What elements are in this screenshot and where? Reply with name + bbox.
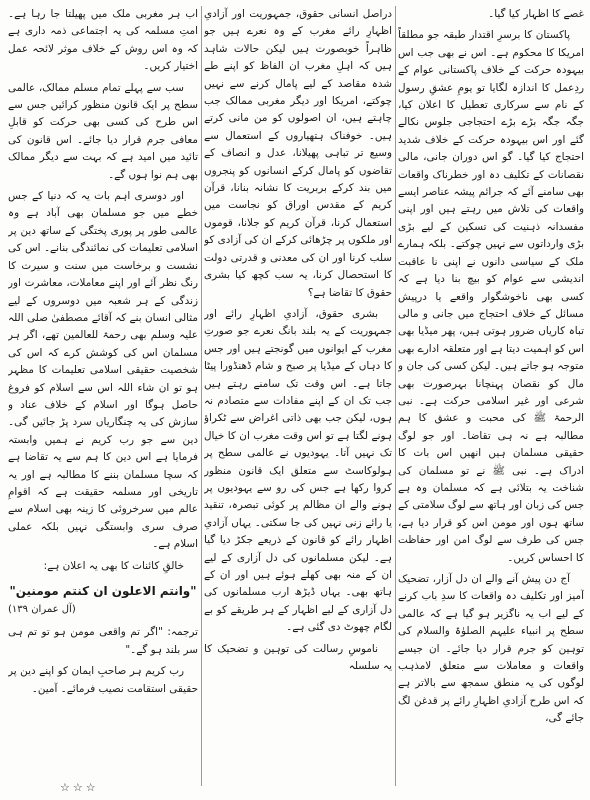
article-column-middle bbox=[204, 6, 392, 786]
paragraph: غصے کا اظہار کیا گیا۔ bbox=[488, 8, 584, 20]
paragraph: آج دن پیش آنے والے ان دل آزار، تضحیک آمیز اور تکلیف دہ واقعات کا سدِ باب کرنے کے لیے اب یہ ناگزیر ہو گیا ہے کہ عالمی سطح پر انبیاء علیہم الصلوٰۃ والسلام کی توہین کو جرم قرار دیا جائے۔ ان جیسے واقعات و معاملات سے متعلق لامذہب لوگوں کی یہ منطق سمجھ سے بالاتر ہے کہ اس طرح آزادیِ اظہارِ رائے پر قدغن لگ جائے گی، bbox=[398, 573, 584, 725]
end-marker-stars: ☆☆☆ bbox=[60, 781, 99, 794]
closing-prayer: رب کریم ہر صاحبِ ایمان کو اپنے دین پر حقیقی استقامت نصیب فرمائے۔ آمین۔ bbox=[8, 665, 198, 695]
paragraph: خالقِ کائنات کا بھی یہ اعلان ہے: bbox=[43, 559, 184, 572]
verse-reference: (آل عمران ۱۳۹) bbox=[8, 604, 76, 615]
article-column-left bbox=[8, 6, 198, 786]
verse-translation: ترجمہ: "اگر تم واقعی مومن ہو تو تم ہی سر بلند ہو گے۔" bbox=[8, 626, 198, 656]
paragraph: اب ہر مغربی ملک میں پھیلتا جا رہا ہے۔ امتِ مسلمہ کی یہ اجتماعی ذمہ داری ہے کہ وہ اس روش کے خلاف موثر لائحہ عمل اختیار کریں۔ bbox=[8, 8, 198, 73]
paragraph: بشری حقوق، آزادیِ اظہارِ رائے اور جمہوریت کے یہ بلند بانگ نعرے جو صورتِ مغرب کے ایوانوں میں گونجتے ہیں اور جس کا دہاں کے میڈیا پر صبح و شام ڈھنڈورا پیٹا جاتا ہے۔ اس وقت تک سامنے رہتے ہیں جب تک ان کے اپنے مفادات سے متصادم نہ ہوں، لیکن جب بھی ذاتی اغراض سے ٹکراؤ ہونے لگتا ہے تو اس وقت مغرب ان کا خیال تک نہیں آتا۔ یہودیوں نے عالمی سطح پر ہولوکاسٹ سے متعلق ایک قانون منظور کروا رکھا ہے جس کی رو سے یہودیوں پر ہونے والے ان مظالم پر کوئی تبصرہ، تنقید یا رائے زنی نہیں کی جا سکتی۔ یہاں آزادیِ اظہار رائے کو قانون کے ذریعے جکڑ دیا گیا ہے۔ لیکن مسلمانوں کی دل آزاری کے لیے ان کے منہ بھی کھلے ہوئے ہیں اور ان کے ہاتھ بھی۔ یہاں ڈیڑھ ارب مسلمانوں کی دل آزاری کے لیے اظہار کے ہر طریقے کو بے لگام چھوٹ دی گئی ہے۔ bbox=[204, 307, 392, 634]
paragraph: اور دوسری اہم بات یہ کہ دنیا کے جس خطے میں جو مسلمان بھی آباد ہے وہ عالمی طور پر پوری پختگی کے ساتھ دین پر اسلامی تعلیمات کی نمائندگی بنانے۔ اس کی نشست و برخاست میں سنت و سیرت کا رنگ نظر آئے اور اپنے معاملات، معاشرت اور زندگی کے ہر شعبہ میں دوسروں کے لیے مثالی انسان بنے کہ آقائے مصطفیٰ صلی اللہ علیہ وسلم بھی رحمۃ للعالمین تھے، اگر ہر مسلمان اس کی کوشش کرے کہ اس کی شخصیت حقیقی اسلامی تعلیمات کا مظہر ہو تو ان شاء اللہ اس سے اسلام کو فروغ حاصل ہوگا اور اسلام کے خلاف عناد و سازش کی یہ چنگاریاں سرد پڑ جائیں گی۔ دین سے جو رب کریم نے ہمیں وابستہ فرمایا ہے اس دین کا ہم سے یہ تقاضا ہے کہ سچا مسلمان بننے کا مطالبہ ہے اور یہ تاریخی اور مسلمہ حقیقت ہے کہ اقوامِ عالم میں سرخروئی کا زینہ بھی اسلام سے صرف سری وابستگی نہیں بلکہ عملی اسلام ہے۔ bbox=[8, 190, 198, 551]
column-divider bbox=[395, 6, 396, 786]
quran-verse: "وانتم الاعلون ان کنتم مومنین" bbox=[9, 584, 197, 598]
paragraph: پاکستان کا برسرِ اقتدار طبقہ جو مطلقاً امریکا کا محکوم ہے۔ اس نے بھی جب اس بیہودہ حرکت کے خلاف پاکستانی عوام کے ردِعمل کا اندازہ لگایا تو یومِ عشقِ رسول کے نام سے سرکاری تعطیل کا اعلان کیا، جگہ جگہ بڑے بڑے احتجاجی جلوس نکالے گئے اور اس بیہودہ حرکت کے خلاف شدید احتجاج کیا گیا۔ گو اس دوران جانی، مالی نقصانات کے تکلیف دہ اور خطرناک واقعات بھی سامنے آئے کہ جرائم پیشہ عناصر ایسے واقعات کی تلاش میں رہتے ہیں اور اپنی مفسدانہ ذہنیت کی تسکین کے لیے بڑی بڑی وارداتوں سے نہیں چوکتے۔ بلکہ ہمارے ملک کے سیاسی دانوں نے اپنی نا عاقبت اندیشی سے عوام کو بیچ بنا دیا ہے کہ کسی بھی ناخوشگوار واقعے یا درپیش مسائل کے خلاف احتجاج میں جانی و مالی تباہ کاریاں ضرور ہوتی ہیں، پھر میڈیا بھی اس کو اہمیت دیتا ہے اور متعلقہ ادارے بھی متوجہ ہو جاتے ہیں۔ لیکن کسی کی جان و مال کو نقصان پہنچانا بہرصورت بھی شرعی اور غیر اسلامی حرکت ہے۔ نبی الرحمۃ ﷺ کی محبت و عشق کا ہم مطالبہ ہے نہ ہی تقاضا۔ اور جو لوگ حقیقی مسلمان ہیں انھیں اس بات کا ادراک ہے۔ نبی ﷺ نے تو مسلمان کی شناخت یہ بتلائی ہے کہ مسلمان وہ ہے جس کی زبان اور ہاتھ سے لوگ سلامتی کے ساتھ ہوں اور مومن اس کو قرار دیا ہے، جس کی طرف سے لوگ امن اور حفاظت کا احساس کریں۔ bbox=[398, 29, 584, 564]
paragraph: دراصل انسانی حقوق، جمہوریت اور آزادیِ اظہارِ رائے مغرب کے وہ نعرے ہیں جو ظاہراً خوبصورت ہیں لیکن حالات شاہد ہیں کہ اہلِ مغرب ان الفاظ کو اپنے طے شدہ مقاصد کے لیے پامال کرنے سے نہیں چوکتے، امریکا اور دیگر مغربی ممالک جب چاہتے ہیں، ان اصولوں کو من مانی کرتے ہیں۔ خوفناک ہتھیاروں کے استعمال سے وسیع تر تباہی پھیلانا، عدل و انصاف کے تقاضوں کو پامال کرکے انسانوں کو پنجروں میں بند کرکے بربریت کا نشانہ بنانا، قرآن کریم کے مقدس اوراق کو نجاست میں استعمال کرنا، قرآن کریم کو جلانا، قوموں اور ملکوں پر چڑھائی کرکے ان کی آزادی کو سلب کرنا اور ان کی معدنی و قدرتی دولت کا استحصال کرنا، یہ سب کچھ کیا بشری حقوق کا تقاضا ہے؟ bbox=[204, 8, 392, 299]
paragraph: سب سے پہلے تمام مسلم ممالک، عالمی سطح پر ایک قانون منظور کرائیں جس سے اس طرح کی کسی بھی حرکت کو قابلِ معافی جرم قرار دیا جائے۔ اس قانون کی تائید میں امید ہے کہ بہت سے دیگر ممالک بھی ہم نوا ہوں گے۔ bbox=[8, 81, 198, 181]
column-divider bbox=[201, 6, 202, 786]
paragraph: ناموسِ رسالت کی توہین و تضحیک کا یہ سلسلہ bbox=[204, 642, 392, 673]
article-column-right bbox=[398, 6, 584, 786]
